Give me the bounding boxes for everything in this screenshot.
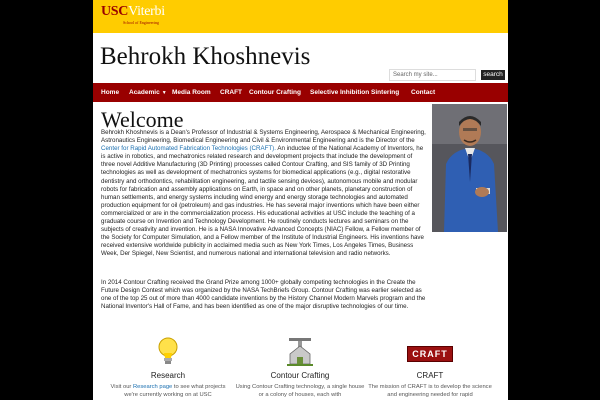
nav-label: Selective Inhibition Sintering xyxy=(310,89,400,96)
nav-label: CRAFT xyxy=(220,89,243,96)
research-title[interactable]: Research xyxy=(150,371,186,380)
intro-text-rest: An inductee of the National Academy of Inventors, he is active in robotics, and mechatronics related research and development projects that include the development of three novel Additive Manufacturing (3D Printing) processes called Contour Crafting, and SIS family of 3D Printing technologies as well as development of mechatronics systems for biomedical applications (e.g., digital restorative dentistry and orthodontics, rehabilitation engineering, and tactile sensing devices), autonomous mobile and modular robots for fabrication and assembly applications on Earth, in space and on other planets, planetary construction of human settlements, and energy systems including wind energy and energy storage technologies and automated production equipment for oil (petroleum) and gas industries. He has several major inventions which have been either commercialized or are in the commercialization process. His educational activities at USC include the teaching of a graduate course on Invention and Technology Development. He routinely conducts lectures and seminars on the subjects of creativity and invention. He is a NASA Innovative Advanced Concepts (NIAC) Fellow, a Fellow member of the Society for Computer Simulation, and a Fellow member of the Institute of Industrial Engineers. His inventions have received extensive worldwide publicity in acclaimed media such as New York Times, Los Angeles Times, Business Week, Der Spiegel, New Scientist, and numerous national and international television and radio networks. xyxy=(101,145,424,258)
logo-usc-text: USC xyxy=(101,4,129,19)
research-text xyxy=(103,384,233,399)
search-input[interactable]: Search my site... xyxy=(389,69,476,81)
nav-label: Contact xyxy=(411,89,436,96)
nav-label: Academic xyxy=(129,89,160,96)
page-container xyxy=(93,0,508,400)
site-title[interactable]: Behrokh Khoshnevis xyxy=(100,43,311,70)
logo-subtitle: School of Engineering xyxy=(123,20,159,25)
page-heading: Welcome xyxy=(101,107,184,132)
nav-label: Home xyxy=(101,89,120,96)
contour-crafting-column xyxy=(235,336,365,399)
nav-item-media-room[interactable] xyxy=(172,83,211,102)
profile-photo xyxy=(432,104,507,232)
site-header xyxy=(93,33,508,81)
nav-item-craft[interactable] xyxy=(220,83,242,102)
intro-text-start: Behrokh Khoshnevis is a Dean's Professor of Industrial & Systems Engineering, Aerospace & Mechanical Engineering, Astronautics Engineering, Biomedical Engineering and Civil & Environmental Engineering and is the Director of the xyxy=(101,129,426,145)
craft-text: The mission of CRAFT is to develop the science and engineering needed for rapid xyxy=(368,384,492,398)
main-nav xyxy=(93,83,508,102)
craft-title[interactable]: CRAFT xyxy=(416,371,444,380)
nav-label: Media Room xyxy=(172,89,211,96)
contour-crafting-text: Using Contour Crafting technology, a single house or a colony of houses, each with xyxy=(235,384,365,398)
contour-crafting-title[interactable]: Contour Crafting xyxy=(270,371,330,380)
awards-paragraph: In 2014 Contour Crafting received the Grand Prize among 1000+ globally competing technologies in the Create the Future Design Contest which was organized by the NASA TechBriefs Group. Contour Crafting was earlier selected as one of the top 25 out of more than 4000 candidate inventions by the History Channel Modern Marvels program and the National Inventor's Hall of Fame, and has been identified as one of the major disruptive technologies of our time. xyxy=(101,279,426,311)
research-column xyxy=(103,336,233,399)
lightbulb-icon xyxy=(103,336,233,366)
research-text-start: Visit our xyxy=(110,384,133,390)
nav-label: Contour Crafting xyxy=(249,89,301,96)
nav-item-contour-crafting[interactable] xyxy=(249,83,301,102)
contour-crafting-house-icon xyxy=(235,336,365,366)
nav-item-home[interactable] xyxy=(101,83,119,102)
craft-logo: CRAFT xyxy=(407,346,453,362)
research-page-link[interactable]: Research page xyxy=(132,384,173,390)
intro-paragraph xyxy=(101,129,426,259)
craft-center-link[interactable]: Center for Rapid Automated Fabrication Technologies (CRAFT). xyxy=(101,145,276,153)
search-button[interactable]: search xyxy=(481,70,505,80)
logo-viterbi-text: Viterbi xyxy=(128,4,165,19)
chevron-down-icon: ▼ xyxy=(161,90,167,96)
craft-logo-icon xyxy=(365,336,495,366)
nav-item-contact[interactable] xyxy=(411,83,435,102)
usc-viterbi-logo[interactable] xyxy=(101,5,165,25)
craft-column xyxy=(365,336,495,399)
nav-item-academic[interactable] xyxy=(129,83,167,102)
nav-item-selective-inhibition-sintering[interactable] xyxy=(310,83,399,102)
top-bar xyxy=(93,0,508,33)
research-text-end: to see what projects we're currently working on at USC xyxy=(124,384,226,398)
